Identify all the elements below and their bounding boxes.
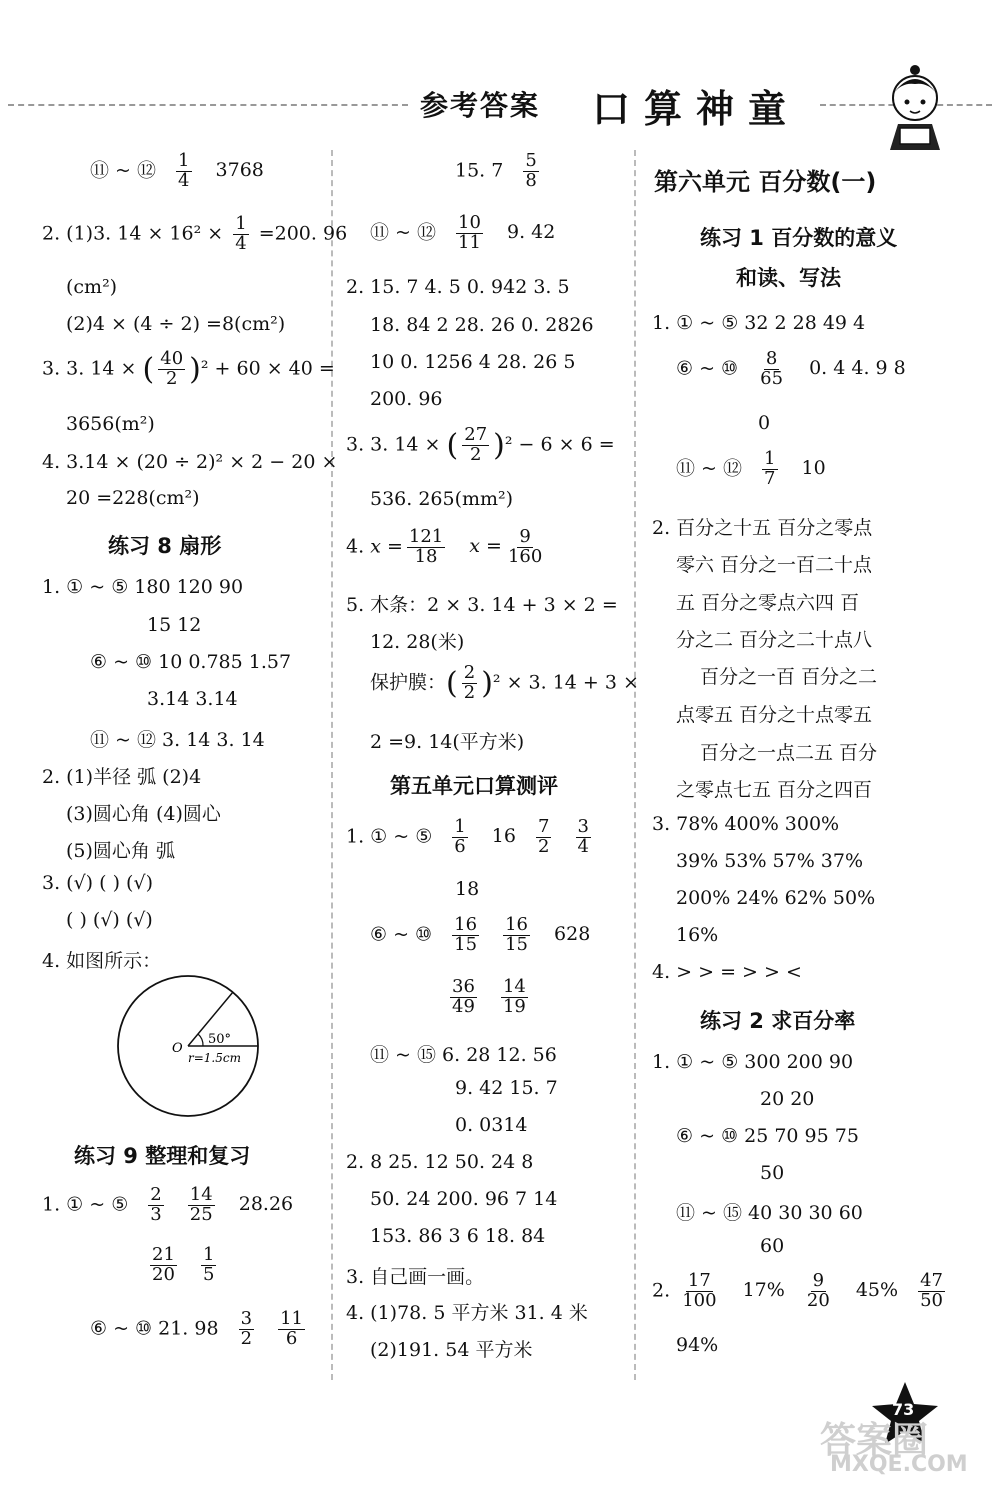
den: 3 [150, 1203, 162, 1225]
c2-n2-c: 153. 86 3 6 18. 84 [370, 1225, 546, 1247]
tail: ² − 6 × 6 = [504, 433, 615, 456]
frac [462, 664, 477, 703]
c3-a2-e: 百分之一百 百分之二 [700, 666, 878, 688]
c3-a3-c: 200% 24% 62% 50% [676, 887, 876, 909]
c2-n2-b: 50. 24 200. 96 7 14 [370, 1188, 558, 1210]
num: 5 [525, 150, 537, 171]
column-divider-2 [634, 150, 636, 1380]
value: 9. 42 [507, 221, 556, 244]
c2-q5-b: 12. 28(米) [370, 631, 465, 653]
frac [201, 1246, 216, 1285]
c1-q2-line-b: (cm²) [66, 276, 118, 298]
value: 628 [554, 923, 591, 946]
c1-q2a-text: 2. (1)3. 14 × 16² × [42, 222, 230, 245]
paren-open: ( [446, 427, 459, 463]
c3-a2-h: 之零点七五 百分之四百 [676, 779, 873, 801]
num: 11 [280, 1308, 303, 1329]
num: 47 [920, 1270, 944, 1291]
den: 5 [202, 1263, 215, 1285]
num: 1 [764, 448, 776, 469]
c3-a3-b: 39% 53% 57% 37% [676, 850, 864, 872]
frac [506, 528, 544, 567]
den: 19 [502, 995, 526, 1017]
c1-l1-frac [176, 152, 191, 191]
c1-e1-a: 1. ① ~ ⑤ 180 120 90 [42, 576, 244, 598]
c1-q4-line-a: 4. 3.14 × (20 ÷ 2)² × 2 − 20 × [42, 451, 338, 473]
paren-open: ( [446, 665, 458, 701]
c3-a4: 4. > > = > > < [652, 961, 802, 983]
den: 2 [469, 443, 482, 465]
text: 3. 3. 14 × [346, 433, 441, 456]
c2-heading-5: 第五单元口算测评 [390, 774, 558, 798]
num: 10 [458, 212, 481, 233]
c1-e1-b: 15 12 [147, 614, 202, 636]
frac [188, 1186, 215, 1225]
c3-a1-b [676, 350, 906, 389]
c3-heading-1b: 和读、写法 [736, 266, 841, 290]
c2-q5-c [370, 664, 639, 703]
den: 2 [463, 681, 476, 703]
c1-q3-line-b: 3656(m²) [66, 413, 155, 435]
value: 16 [491, 825, 516, 848]
c2-q2-d: 200. 96 [370, 388, 443, 410]
c1-q2a-frac [233, 215, 248, 254]
num: 40 [160, 348, 184, 369]
tail: ² × 3. 14 + 3 × [492, 671, 639, 694]
frac [762, 450, 777, 489]
den: 2 [240, 1327, 253, 1349]
c1-q4-line-b: 20 =228(cm²) [66, 487, 200, 509]
c2-n2-a: 2. 8 25. 12 50. 24 8 [346, 1151, 534, 1173]
c3-unit-title: 第六单元 百分数(一) [654, 168, 877, 196]
frac [462, 426, 489, 465]
den: 8 [525, 169, 537, 191]
den: 49 [452, 995, 475, 1017]
num: 16 [454, 914, 478, 935]
den: 4 [178, 169, 190, 191]
c3-a1-c: 0 [758, 412, 771, 434]
num: 3 [577, 816, 589, 837]
var-x: x = [370, 535, 403, 558]
c2-q4 [346, 528, 548, 567]
c3-a2-c: 五 百分之零点六四 百 [676, 592, 860, 614]
num: 1 [202, 1244, 215, 1265]
value: 0. 4 4. 9 8 [809, 357, 906, 380]
value: 15. 7 [455, 159, 504, 182]
num: 7 [538, 816, 550, 837]
c3-heading-1a: 练习 1 百分数的意义 [700, 226, 898, 250]
num: 14 [502, 976, 526, 997]
num: 9 [519, 526, 531, 547]
frac [407, 528, 445, 567]
label: 4. [346, 535, 365, 558]
c1-q3-line-a [42, 350, 335, 389]
value: 45% [855, 1279, 899, 1302]
c3-a1-d [676, 450, 826, 489]
c2-m3-c: 0. 0314 [455, 1114, 528, 1136]
c2-t2 [370, 214, 555, 253]
num: 36 [452, 976, 475, 997]
c1-e1-e: ⑪ ~ ⑫ 3. 14 3. 14 [90, 729, 265, 751]
num: 3 [240, 1308, 253, 1329]
c2-m2-b [436, 978, 532, 1017]
c1-e2-b: (3)圆心角 (4)圆心 [66, 803, 221, 825]
frac [805, 1272, 832, 1311]
page-number: 73 [892, 1400, 915, 1419]
frac [452, 818, 467, 857]
paren-open: ( [142, 351, 155, 387]
num: 1 [454, 816, 466, 837]
den: 4 [235, 232, 247, 254]
num: 2 [150, 1184, 162, 1205]
c1-r1c-label: ⑥ ~ ⑩ 21. 98 [90, 1317, 219, 1340]
den: 6 [285, 1327, 298, 1349]
frac [278, 1310, 305, 1349]
c2-q2-a: 2. 15. 7 4. 5 0. 942 3. 5 [346, 276, 570, 298]
c1-l1-label: ⑪ ~ ⑫ [90, 159, 156, 182]
c1-e2-c: (5)圆心角 弧 [66, 840, 175, 862]
num: 1 [178, 150, 190, 171]
c2-q3-a [346, 426, 615, 465]
c2-m1 [346, 818, 595, 857]
frac [239, 1310, 254, 1349]
header-brand: 口算神童 [592, 87, 801, 131]
c1-q2a-tail: =200. 96 [252, 222, 348, 245]
value: 10 [801, 457, 826, 480]
label: ⑪ ~ ⑫ [676, 457, 742, 480]
c1-r1-label: 1. ① ~ ⑤ [42, 1193, 129, 1216]
var-x: x = [469, 535, 502, 558]
c3-b2-b: 94% [676, 1334, 719, 1356]
frac [680, 1272, 718, 1311]
frac [150, 1246, 177, 1285]
angle-label: 50° [208, 1032, 232, 1047]
den: 100 [682, 1289, 717, 1311]
label: 2. [652, 1279, 671, 1302]
num: 121 [408, 526, 444, 547]
c1-line-1 [90, 152, 264, 191]
frac [450, 978, 477, 1017]
text: 保护膜： [370, 671, 447, 694]
c2-t1 [455, 152, 543, 191]
label: 1. ① ~ ⑤ [346, 825, 433, 848]
den: 20 [806, 1289, 830, 1311]
c2-n4-b: (2)191. 54 平方米 [370, 1339, 533, 1361]
c1-q2-line-a [42, 215, 347, 254]
den: 11 [458, 231, 481, 253]
c1-e3-b: ( ) (√) (√) [66, 909, 153, 931]
c2-n3: 3. 自己画一画。 [346, 1266, 485, 1288]
num: 9 [812, 1270, 825, 1291]
den: 160 [507, 545, 543, 567]
den: 25 [189, 1203, 213, 1225]
value: 28.26 [238, 1193, 294, 1216]
c1-r1-a [42, 1186, 293, 1225]
c3-b2 [652, 1272, 949, 1311]
den: 2 [165, 367, 178, 389]
num: 17 [687, 1270, 711, 1291]
frac [452, 916, 479, 955]
c2-q2-b: 18. 84 2 28. 26 0. 2826 [370, 314, 594, 336]
c1-e3-a: 3. (√) ( ) (√) [42, 872, 153, 894]
c1-e2-a: 2. (1)半径 弧 (2)4 [42, 766, 202, 788]
c3-b1-e: ⑪ ~ ⑮ 40 30 30 60 [676, 1202, 863, 1224]
center-label: O [172, 1041, 183, 1056]
header-rule-left [8, 104, 408, 106]
paren-close: ) [481, 665, 493, 701]
c1-q2-line-c: (2)4 × (4 ÷ 2) =8(cm²) [66, 313, 286, 335]
frac [501, 978, 528, 1017]
c3-b1-b: 20 20 [760, 1088, 815, 1110]
mascot-icon [880, 62, 950, 152]
den: 4 [577, 835, 589, 857]
c2-q5-a: 5. 木条：2 × 3. 14 + 3 × 2 = [346, 594, 618, 616]
radius-label: r=1.5cm [188, 1051, 241, 1065]
den: 7 [764, 467, 776, 489]
c3-b1-f: 60 [760, 1235, 785, 1257]
den: 2 [538, 835, 550, 857]
column-divider-1 [331, 150, 333, 1380]
den: 65 [760, 367, 784, 389]
c2-m2 [370, 916, 590, 955]
frac [503, 916, 530, 955]
c3-b1-a: 1. ① ~ ⑤ 300 200 90 [652, 1051, 854, 1073]
num: 1 [235, 213, 247, 234]
num: 21 [152, 1244, 175, 1265]
c3-a1-a: 1. ① ~ ⑤ 32 2 28 49 4 [652, 312, 866, 334]
c3-heading-2: 练习 2 求百分率 [700, 1009, 856, 1033]
c2-m3-a: ⑪ ~ ⑮ 6. 28 12. 56 [370, 1044, 557, 1066]
value: 17% [742, 1279, 785, 1302]
frac [456, 214, 483, 253]
den: 15 [505, 933, 528, 955]
c1-r1-c [90, 1310, 309, 1349]
frac [576, 818, 591, 857]
label: ⑪ ~ ⑫ [370, 221, 436, 244]
num: 2 [463, 662, 476, 683]
den: 50 [920, 1289, 944, 1311]
c2-q2-c: 10 0. 1256 4 28. 26 5 [370, 351, 576, 373]
frac [758, 350, 785, 389]
den: 18 [414, 545, 438, 567]
c3-a2-f: 点零五 百分之十点零五 [676, 704, 873, 726]
c1-q3a-frac [158, 350, 185, 389]
den: 6 [454, 835, 466, 857]
c3-a2-b: 零六 百分之一百二十点 [676, 554, 873, 576]
frac [918, 1272, 945, 1311]
c2-q5-d: 2 =9. 14(平方米) [370, 731, 525, 753]
label: ⑥ ~ ⑩ [370, 923, 433, 946]
watermark-url: MXQE.COM [830, 1452, 968, 1477]
c1-q3a-text: 3. 3. 14 × [42, 357, 137, 380]
c3-b1-d: 50 [760, 1162, 785, 1184]
sector-diagram [110, 970, 270, 1120]
num: 14 [189, 1184, 213, 1205]
c3-a2-d: 分之二 百分之二十点八 [676, 629, 873, 651]
c2-m1-b: 18 [455, 878, 480, 900]
c1-e1-c: ⑥ ~ ⑩ 10 0.785 1.57 [90, 651, 292, 673]
c1-e4: 4. 如图所示： [42, 950, 162, 972]
c3-a3-a: 3. 78% 400% 300% [652, 813, 840, 835]
watermark-logo: 答案圈 [820, 1420, 929, 1461]
num: 8 [765, 348, 778, 369]
den: 15 [454, 933, 478, 955]
c3-a3-d: 16% [676, 924, 719, 946]
den: 20 [152, 1263, 175, 1285]
frac [148, 1186, 163, 1225]
frac [536, 818, 551, 857]
c2-n4-a: 4. (1)78. 5 平方米 31. 4 米 [346, 1302, 588, 1324]
c1-l1-value: 3768 [215, 159, 264, 182]
num: 27 [464, 424, 488, 445]
label: ⑥ ~ ⑩ [676, 357, 739, 380]
num: 16 [505, 914, 528, 935]
c1-heading-8: 练习 8 扇形 [108, 534, 222, 558]
paren-close: ) [493, 427, 505, 463]
c3-b1-c: ⑥ ~ ⑩ 25 70 95 75 [676, 1125, 859, 1147]
c1-e1-d: 3.14 3.14 [147, 688, 238, 710]
frac [523, 152, 538, 191]
header-title: 参考答案 [420, 89, 541, 122]
c2-q3-b: 536. 265(mm²) [370, 488, 514, 510]
c1-heading-9: 练习 9 整理和复习 [74, 1144, 251, 1168]
c2-m3-b: 9. 42 15. 7 [455, 1077, 558, 1099]
paren-close: ) [189, 351, 201, 387]
c3-a2-a: 2. 百分之十五 百分之零点 [652, 517, 873, 539]
c1-q3a-tail: ² + 60 × 40 = [200, 357, 335, 380]
c1-r1-b [136, 1246, 220, 1285]
c3-a2-g: 百分之一点二五 百分 [700, 742, 878, 764]
